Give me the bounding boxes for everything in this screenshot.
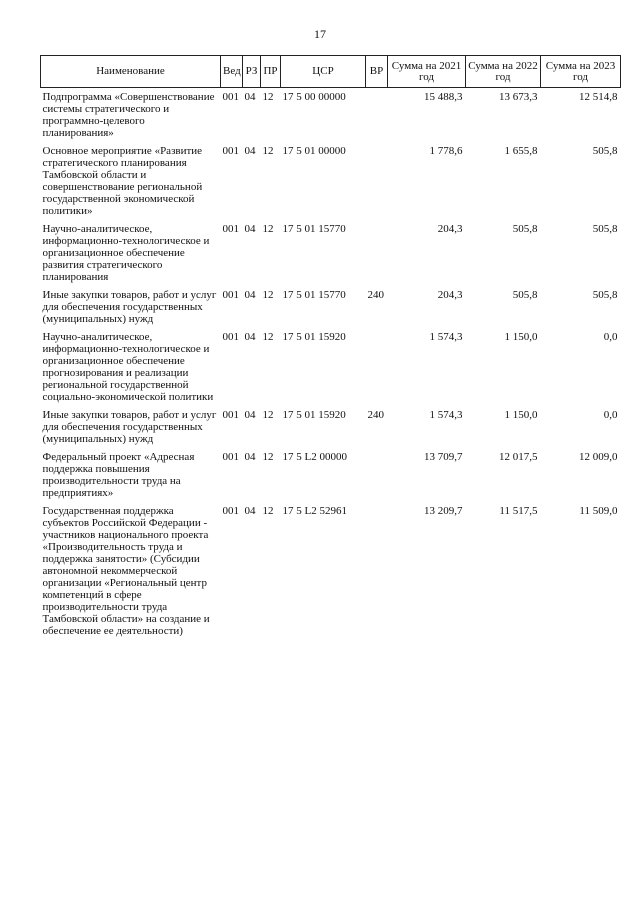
row-sum-2023-cell: 0,0	[603, 331, 618, 343]
row-sum-2023-cell: 0,0	[603, 409, 618, 421]
row-csr-cell: 17 5 01 15920	[282, 409, 346, 421]
row-vr-cell	[366, 505, 388, 643]
table-row	[41, 289, 621, 331]
row-ved-cell: 001	[222, 91, 239, 103]
table-row	[41, 88, 621, 146]
row-vr-cell: 240	[367, 409, 384, 421]
header-sum-2022: Сумма на 2022 год	[466, 56, 541, 88]
row-sum-2022-cell: 12 017,5	[499, 451, 538, 463]
budget-table	[40, 55, 621, 643]
table-body	[41, 88, 621, 644]
row-pr-cell: 12	[262, 289, 274, 301]
row-sum-2021-cell: 204,3	[437, 289, 463, 301]
header-pr: ПР	[261, 56, 281, 88]
row-sum-2021-cell: 1 574,3	[429, 331, 463, 343]
row-csr-cell: 17 5 00 00000	[282, 91, 346, 103]
row-sum-2021-cell: 13 209,7	[424, 505, 463, 517]
row-rz-cell: 04	[244, 145, 256, 157]
row-sum-2021-cell: 204,3	[437, 223, 463, 235]
row-vr-cell	[366, 451, 388, 505]
row-name-cell: Основное мероприятие «Развитие стратегического планирования Тамбовской области и совершенствование региональной государственной экономической политики»	[42, 145, 203, 217]
row-vr-cell	[366, 145, 388, 223]
row-csr-cell: 17 5 L2 52961	[282, 505, 347, 517]
header-name: Наименование	[41, 56, 221, 88]
row-vr-cell	[366, 223, 388, 289]
row-pr-cell: 12	[262, 223, 274, 235]
row-pr-cell: 12	[262, 505, 274, 517]
row-sum-2023-cell: 12 009,0	[579, 451, 618, 463]
row-sum-2022-cell: 1 150,0	[504, 409, 538, 421]
row-ved-cell: 001	[222, 331, 239, 343]
row-sum-2021-cell: 1 574,3	[429, 409, 463, 421]
row-vr-cell	[366, 331, 388, 409]
row-vr-cell: 240	[367, 289, 384, 301]
row-name-cell: Иные закупки товаров, работ и услуг для обеспечения государственных (муниципальных) нужд	[42, 289, 217, 325]
row-csr-cell: 17 5 01 15770	[282, 289, 346, 301]
row-csr-cell: 17 5 01 00000	[282, 145, 346, 157]
row-sum-2023-cell: 505,8	[592, 289, 618, 301]
row-sum-2022-cell: 505,8	[512, 223, 538, 235]
row-sum-2022-cell: 13 673,3	[499, 91, 538, 103]
table-row	[41, 223, 621, 289]
table-row	[41, 409, 621, 451]
row-ved-cell: 001	[222, 145, 239, 157]
row-pr-cell: 12	[262, 91, 274, 103]
row-csr-cell: 17 5 L2 00000	[282, 451, 347, 463]
row-rz-cell: 04	[244, 505, 256, 517]
row-sum-2021-cell: 13 709,7	[424, 451, 463, 463]
header-rz: РЗ	[243, 56, 261, 88]
row-ved-cell: 001	[222, 289, 239, 301]
row-rz-cell: 04	[244, 331, 256, 343]
table-header-row	[41, 56, 621, 88]
row-pr-cell: 12	[262, 451, 274, 463]
row-name-cell: Государственная поддержка субъектов Российской Федерации - участников национального проекта «Производительность труда и поддержка занятости» (Субсидии автономной некоммерческой организации «Региональный центр компетенций в сфере производительности труда Тамбовской области» на создание и обеспечение ее деятельности)	[42, 505, 210, 637]
row-name-cell: Федеральный проект «Адресная поддержка повышения производительности труда на предприятиях»	[42, 451, 195, 499]
row-sum-2023-cell: 11 509,0	[579, 505, 618, 517]
row-pr-cell: 12	[262, 409, 274, 421]
row-rz-cell: 04	[244, 91, 256, 103]
row-name-cell: Научно-аналитическое, информационно-технологическое и организационное обеспечение развития стратегического планирования	[42, 223, 210, 283]
row-sum-2023-cell: 12 514,8	[579, 91, 618, 103]
row-sum-2021-cell: 1 778,6	[429, 145, 463, 157]
row-rz-cell: 04	[244, 451, 256, 463]
row-csr-cell: 17 5 01 15770	[282, 223, 346, 235]
row-ved-cell: 001	[222, 409, 239, 421]
row-ved-cell: 001	[222, 223, 239, 235]
row-name-cell: Иные закупки товаров, работ и услуг для обеспечения государственных (муниципальных) нужд	[42, 409, 217, 445]
row-rz-cell: 04	[244, 409, 256, 421]
header-csr: ЦСР	[281, 56, 366, 88]
row-rz-cell: 04	[244, 289, 256, 301]
row-ved-cell: 001	[222, 451, 239, 463]
row-sum-2022-cell: 1 655,8	[504, 145, 538, 157]
header-ved: Вед	[221, 56, 243, 88]
row-sum-2023-cell: 505,8	[592, 223, 618, 235]
row-rz-cell: 04	[244, 223, 256, 235]
row-name-cell: Подпрограмма «Совершенствование системы стратегического и программно-целевого планирования»	[42, 91, 215, 139]
row-pr-cell: 12	[262, 331, 274, 343]
table-row	[41, 145, 621, 223]
table-row	[41, 451, 621, 505]
row-sum-2023-cell: 505,8	[592, 145, 618, 157]
row-sum-2022-cell: 11 517,5	[499, 505, 538, 517]
table-row	[41, 331, 621, 409]
header-vr: ВР	[366, 56, 388, 88]
row-csr-cell: 17 5 01 15920	[282, 331, 346, 343]
row-pr-cell: 12	[262, 145, 274, 157]
header-sum-2023: Сумма на 2023 год	[541, 56, 621, 88]
row-ved-cell: 001	[222, 505, 239, 517]
row-vr-cell	[366, 88, 388, 146]
row-sum-2022-cell: 1 150,0	[504, 331, 538, 343]
page-number: 17	[314, 27, 326, 41]
header-sum-2021: Сумма на 2021 год	[388, 56, 466, 88]
row-sum-2021-cell: 15 488,3	[424, 91, 463, 103]
table-row	[41, 505, 621, 643]
row-name-cell: Научно-аналитическое, информационно-технологическое и организационное обеспечение прогнозирования и реализации региональной государственной социально-экономической политики	[42, 331, 214, 403]
row-sum-2022-cell: 505,8	[512, 289, 538, 301]
